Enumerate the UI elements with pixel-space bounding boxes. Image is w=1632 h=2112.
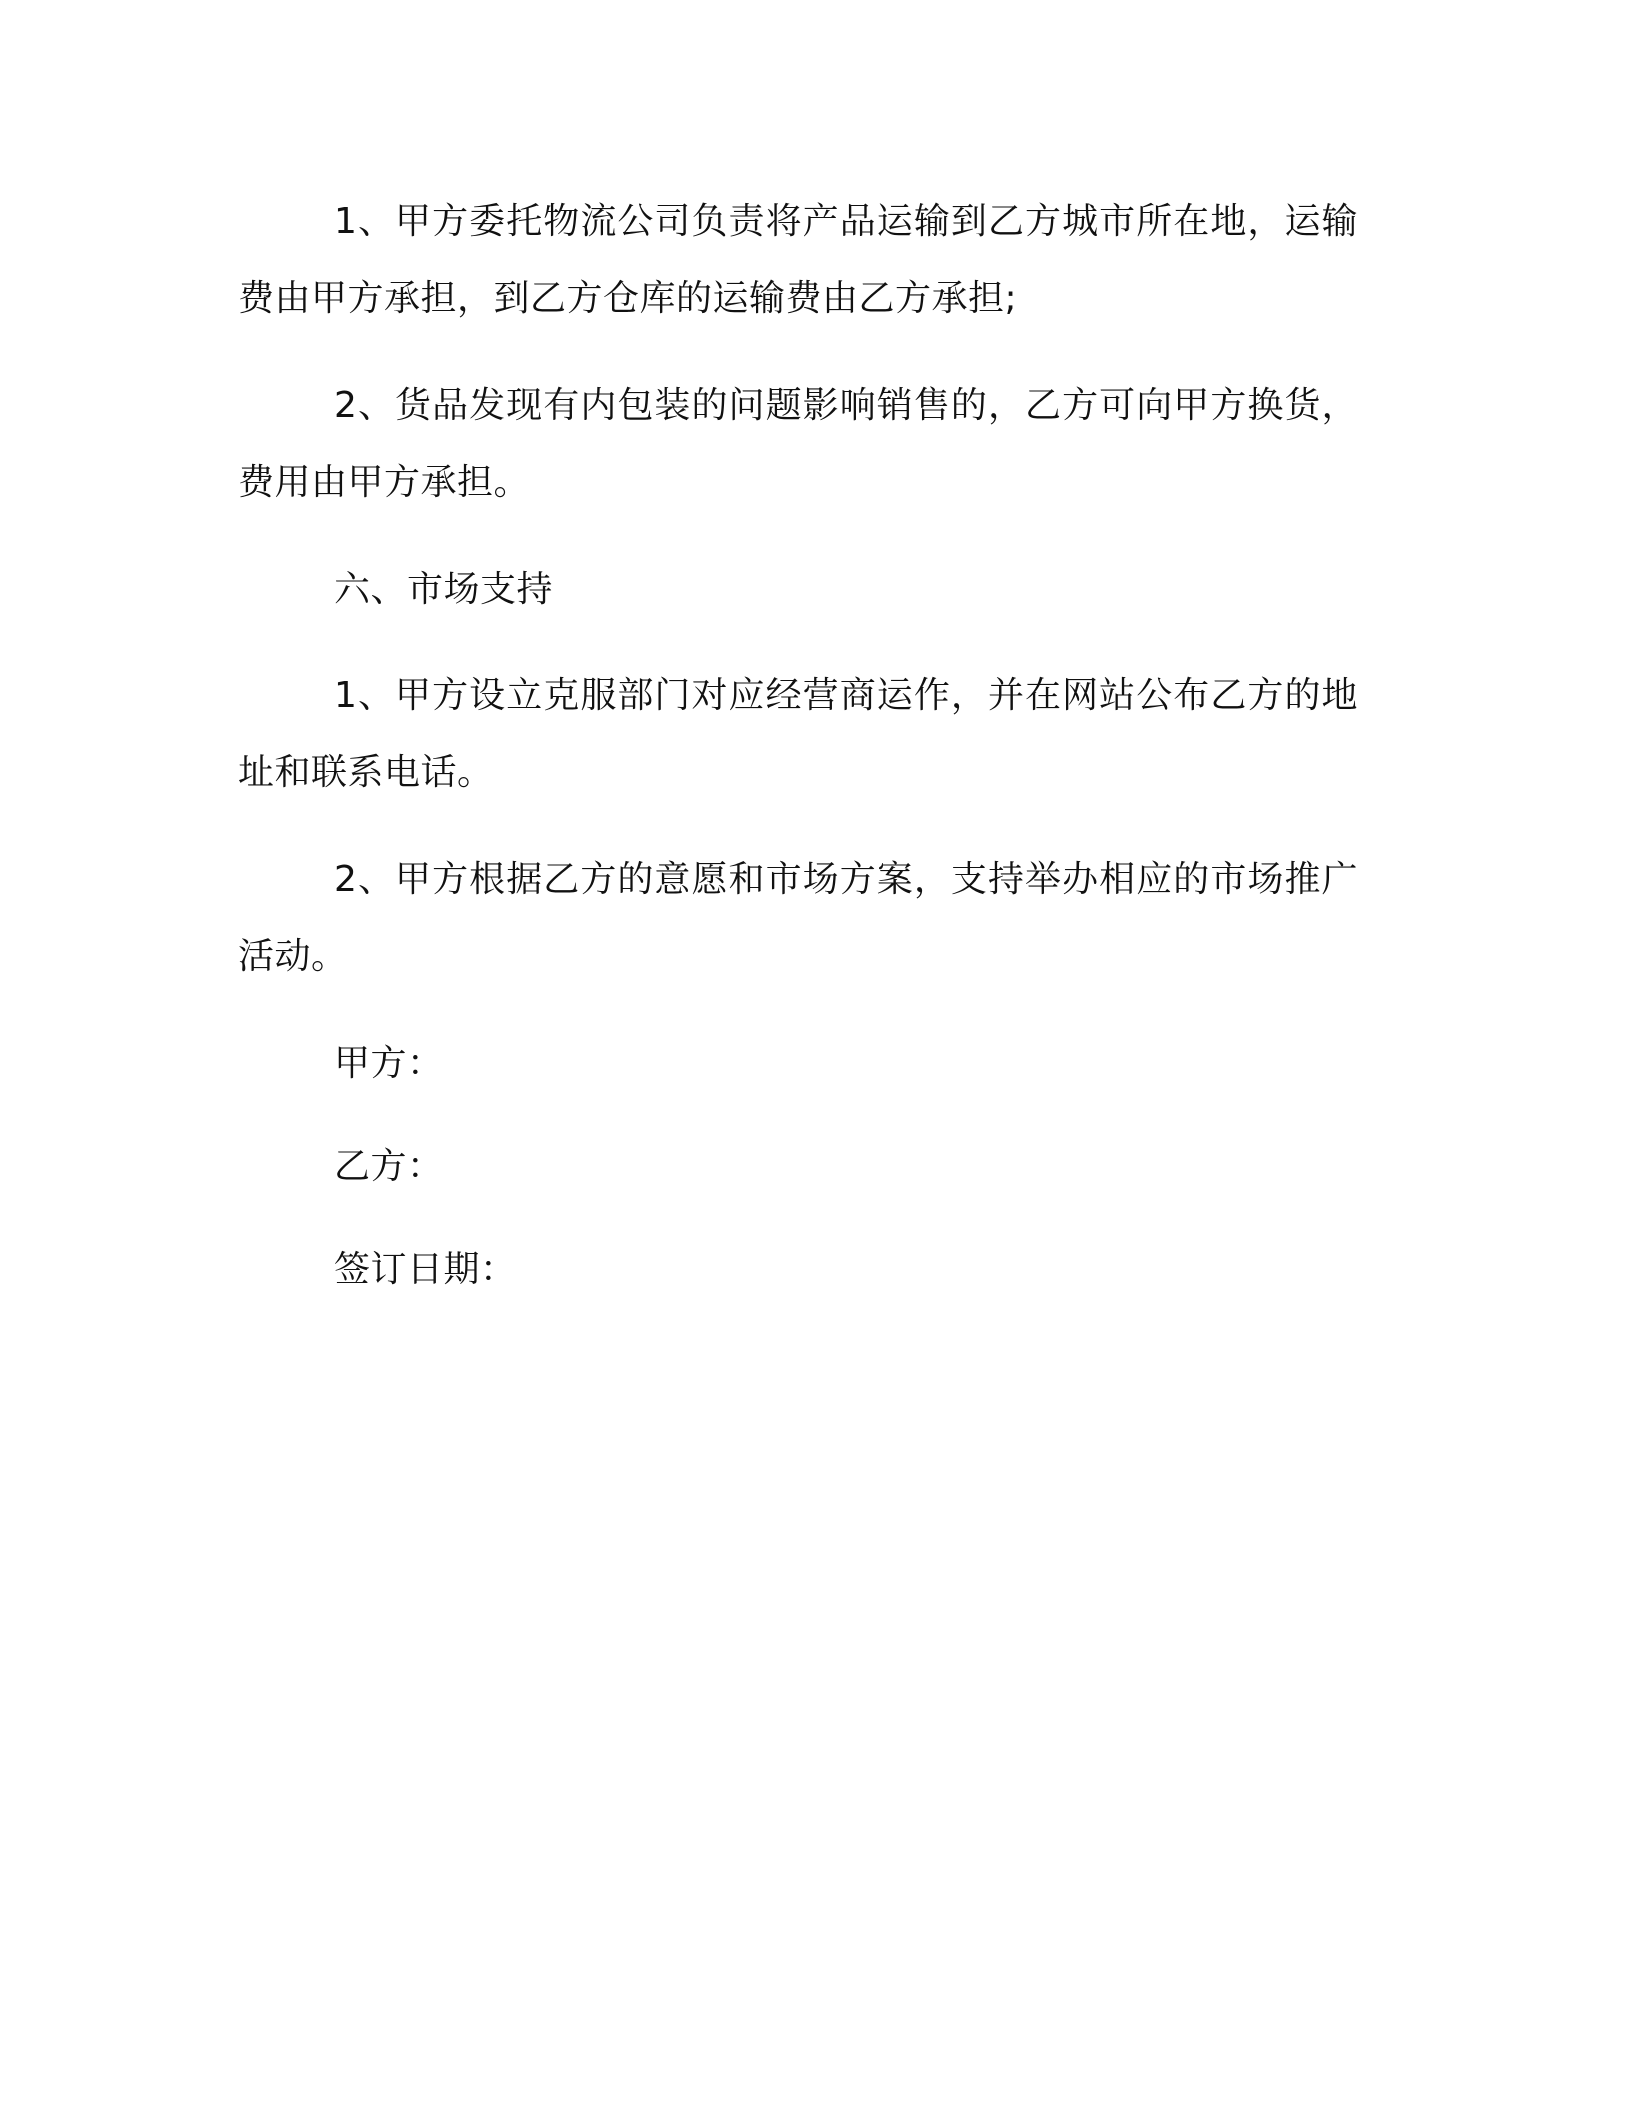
- document-body: [238, 183, 1358, 1334]
- party-a-signature-field: 甲方：: [334, 1043, 444, 1084]
- party-b-signature-field: 乙方：: [334, 1146, 444, 1187]
- clause-market-promotion: 2、甲方根据乙方的意愿和市场方案，支持举办相应的市场推广活动。: [238, 859, 1358, 977]
- clause-customer-service: 1、甲方设立克服部门对应经营商运作，并在网站公布乙方的地址和联系电话。: [238, 675, 1358, 793]
- clause-transport-cost: 1、甲方委托物流公司负责将产品运输到乙方城市所在地，运输费由甲方承担，到乙方仓库的运输费由乙方承担;: [238, 201, 1358, 319]
- section-heading-market-support: 六、市场支持: [334, 569, 554, 610]
- clause-exchange-goods: 2、货品发现有内包装的问题影响销售的，乙方可向甲方换货，费用由甲方承担。: [238, 385, 1358, 503]
- signing-date-field: 签订日期：: [334, 1249, 517, 1290]
